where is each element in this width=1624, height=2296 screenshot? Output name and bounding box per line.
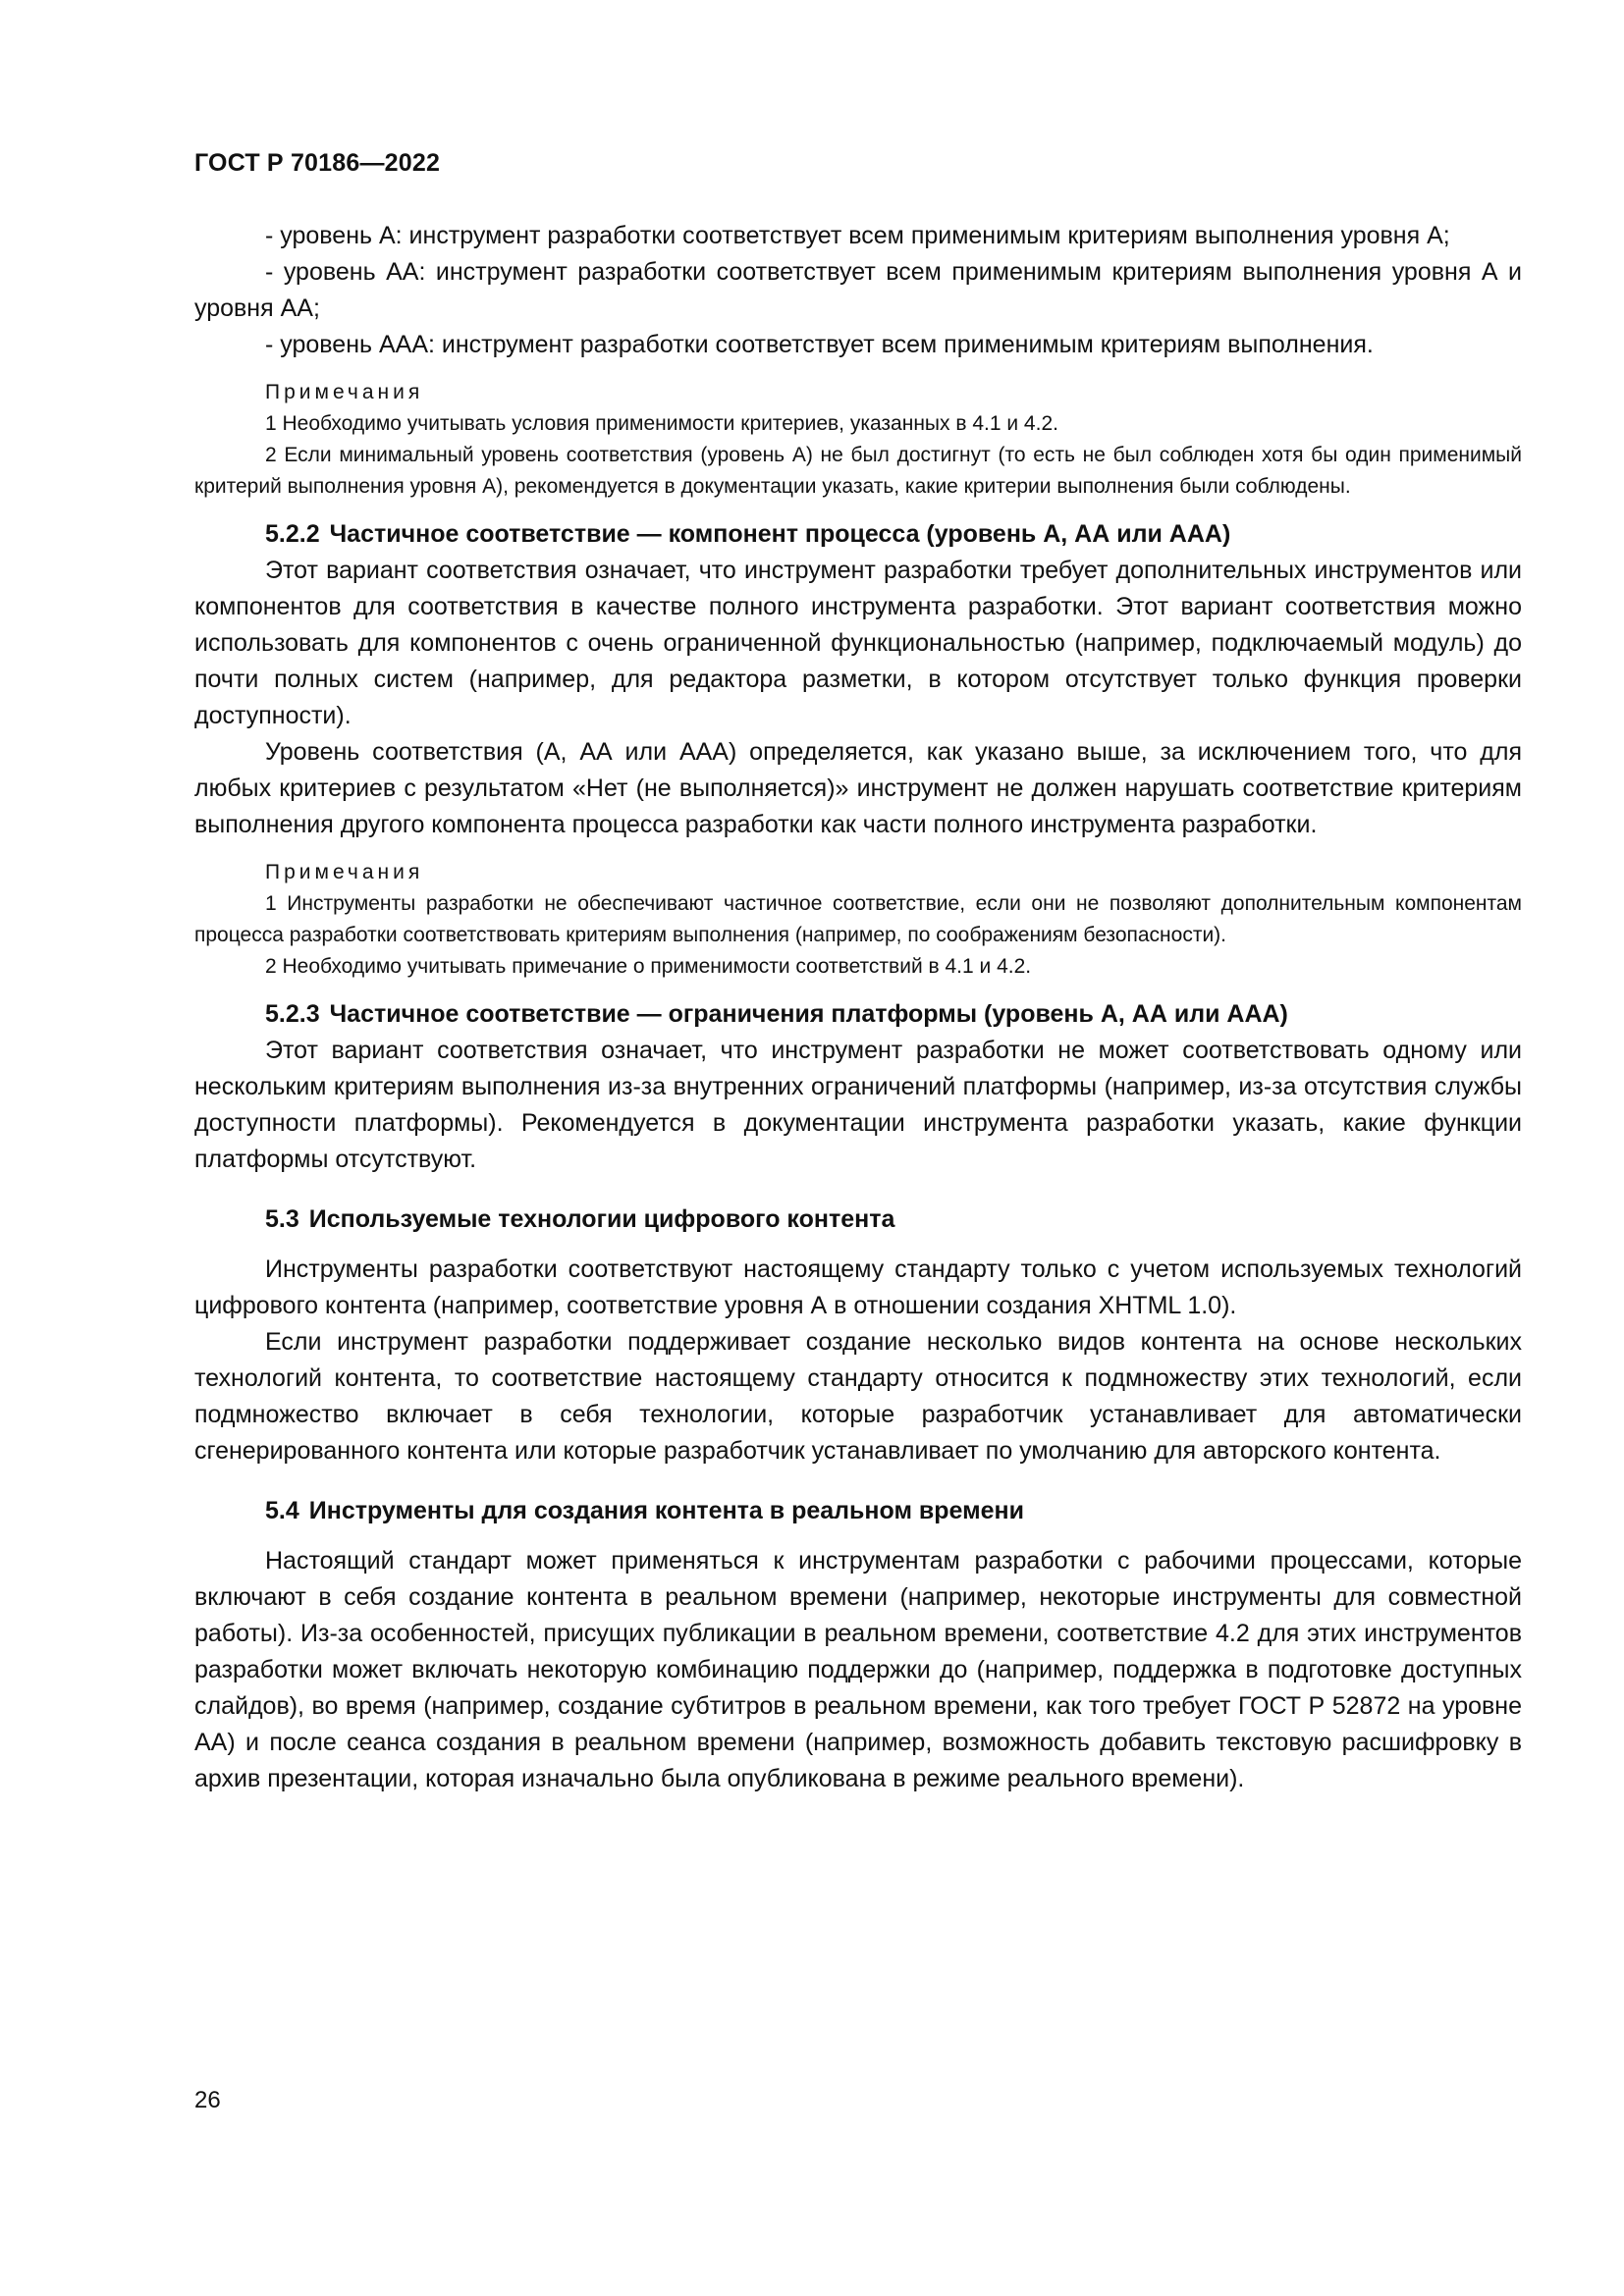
paragraph: Уровень соответствия (А, АА или ААА) определяется, как указано выше, за исключением того, что для любых критериев с результатом «Нет (не выполняется)» инструмент не должен нарушать соответствие критериям выполнения другого компонента процесса разработки как части полного инструмента разработки. (194, 738, 1522, 838)
section-heading (194, 996, 1522, 1033)
section-number: 5.2.2 (265, 520, 320, 548)
paragraph: Если инструмент разработки поддерживает создание несколько видов контента на основе нескольких технологий контента, то соответствие настоящему стандарту относится к подмножеству этих технологий, если подмножество включает в себя технологии, которые разработчик устанавливает для автоматически сгенерированного контента или которые разработчик устанавливает по умолчанию для авторского контента. (194, 1328, 1522, 1465)
paragraph: Этот вариант соответствия означает, что инструмент разработки не может соответствовать одному или нескольким критериям выполнения из-за внутренних ограничений платформы (например, из-за отсутствия службы доступности платформы). Рекомендуется в документации инструмента разработки указать, какие функции платформы отсутствуют. (194, 1037, 1522, 1173)
note-item: 1 Инструменты разработки не обеспечивают частичное соответствие, если они не позволяют дополнительным компонентам процесса разработки соответствовать критериям выполнения (например, по соображениям безопасности). (194, 892, 1522, 946)
section-number: 5.3 (265, 1205, 299, 1233)
notes-block-1 (194, 377, 1522, 503)
section-5-2-3 (194, 996, 1522, 1178)
section-number: 5.2.3 (265, 1000, 320, 1028)
list-item-level-a: - уровень А: инструмент разработки соответствует всем применимым критериям выполнения уровня А; (265, 222, 1450, 249)
section-5-4 (194, 1493, 1522, 1797)
list-item-level-aa: - уровень АА: инструмент разработки соответствует всем применимым критериям выполнения уровня А и уровня АА; (194, 258, 1522, 322)
note-item: 2 Если минимальный уровень соответствия (уровень А) не был достигнут (то есть не был соблюден хотя бы один применимый критерий выполнения уровня А), рекомендуется в документации указать, какие критерии выполнения были соблюдены. (194, 444, 1522, 498)
section-title: Частичное соответствие — компонент процесса (уровень А, АА или ААА) (329, 520, 1231, 548)
list-item-level-aaa: - уровень ААА: инструмент разработки соответствует всем применимым критериям выполнения. (265, 331, 1374, 358)
paragraph: Настоящий стандарт может применяться к инструментам разработки с рабочими процессами, которые включают в себя создание контента в реальном времени (например, некоторые инструменты для совместной работы). Из-за особенностей, присущих публикации в реальном времени, соответствие 4.2 для этих инструментов разработки может включать некоторую комбинацию поддержки до (например, поддержка в подготовке доступных слайдов), во время (например, создание субтитров в реальном времени, как того требует ГОСТ Р 52872 на уровне АА) и после сеанса создания в реальном времени (например, возможность добавить текстовую расшифровку в архив презентации, которая изначально была опубликована в режиме реального времени). (194, 1547, 1522, 1792)
notes-title: Примечания (265, 381, 424, 403)
section-5-3 (194, 1201, 1522, 1469)
section-title: Используемые технологии цифрового контента (308, 1205, 895, 1233)
section-heading (194, 516, 1522, 553)
conformance-level-list (194, 218, 1522, 363)
notes-block-2 (194, 857, 1522, 983)
section-title: Инструменты для создания контента в реальном времени (308, 1497, 1024, 1524)
paragraph: Инструменты разработки соответствуют настоящему стандарту только с учетом используемых технологий цифрового контента (например, соответствие уровня А в отношении создания XHTML 1.0). (194, 1255, 1522, 1319)
page-number: 26 (194, 2087, 221, 2113)
paragraph: Этот вариант соответствия означает, что инструмент разработки требует дополнительных инструментов или компонентов для соответствия в качестве полного инструмента разработки. Этот вариант соответствия можно использовать для компонентов с очень ограниченной функциональностью (например, подключаемый модуль) до почти полных систем (например, для редактора разметки, в котором отсутствует только функция проверки доступности). (194, 557, 1522, 729)
notes-title: Примечания (265, 861, 424, 883)
section-title: Частичное соответствие — ограничения платформы (уровень А, АА или ААА) (329, 1000, 1288, 1028)
note-item: 1 Необходимо учитывать условия применимости критериев, указанных в 4.1 и 4.2. (265, 412, 1058, 435)
section-5-2-2 (194, 516, 1522, 843)
note-item: 2 Необходимо учитывать примечание о применимости соответствий в 4.1 и 4.2. (265, 955, 1032, 978)
document-header: ГОСТ Р 70186—2022 (194, 149, 441, 177)
document-body (194, 218, 1522, 1797)
section-heading (194, 1493, 1522, 1529)
section-heading (194, 1201, 1522, 1238)
section-number: 5.4 (265, 1497, 299, 1524)
